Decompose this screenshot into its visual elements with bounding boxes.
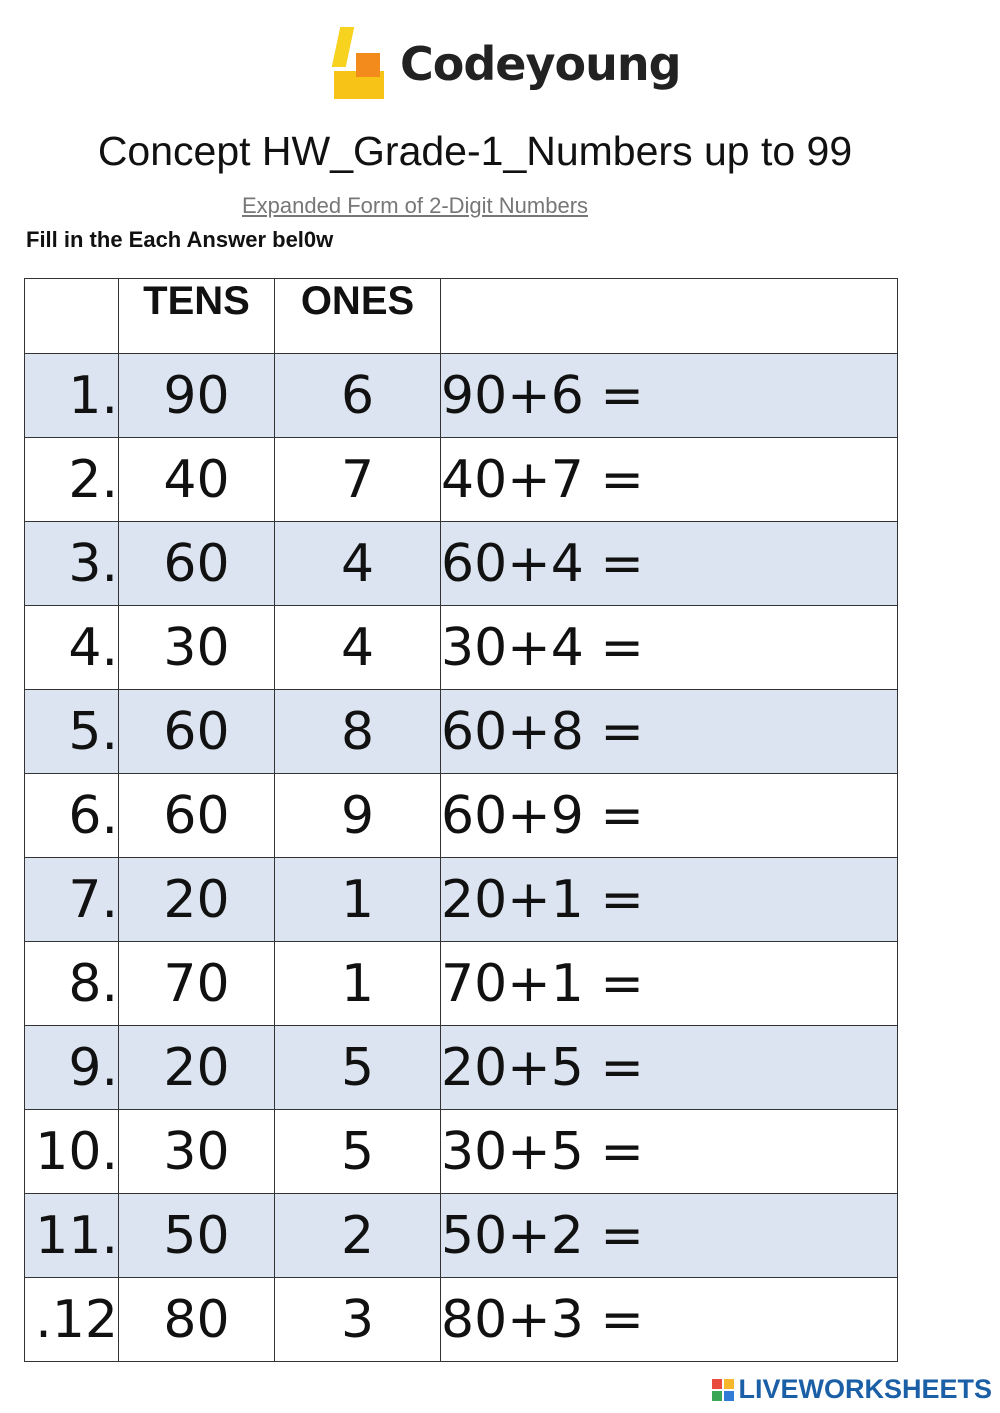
ones-value: 5: [275, 1026, 441, 1110]
table-row: [25, 942, 898, 1026]
ones-value: 8: [275, 690, 441, 774]
tens-value: 30: [119, 1110, 275, 1194]
ones-value: 2: [275, 1194, 441, 1278]
row-number: .12: [25, 1278, 119, 1362]
tens-value: 50: [119, 1194, 275, 1278]
header-number: [25, 279, 119, 354]
expanded-form-answer[interactable]: 50+2 =: [441, 1194, 898, 1278]
expanded-form-answer[interactable]: 20+5 =: [441, 1026, 898, 1110]
ones-value: 1: [275, 942, 441, 1026]
row-number: 11.: [25, 1194, 119, 1278]
tens-value: 70: [119, 942, 275, 1026]
ones-value: 9: [275, 774, 441, 858]
table-row: [25, 1194, 898, 1278]
page-subtitle: Expanded Form of 2-Digit Numbers: [242, 193, 589, 218]
tens-value: 80: [119, 1278, 275, 1362]
ones-value: 5: [275, 1110, 441, 1194]
header-ones: ONES: [275, 279, 441, 354]
tens-value: 60: [119, 774, 275, 858]
table-row: [25, 1110, 898, 1194]
footer-brand: LIVEWORKSHEETS: [738, 1374, 992, 1404]
ones-value: 6: [275, 354, 441, 438]
tens-value: 20: [119, 858, 275, 942]
table-row: [25, 522, 898, 606]
table-row: [25, 606, 898, 690]
tens-value: 60: [119, 522, 275, 606]
expanded-form-answer[interactable]: 30+5 =: [441, 1110, 898, 1194]
row-number: 6.: [25, 774, 119, 858]
header-tens: TENS: [119, 279, 275, 354]
row-number: 3.: [25, 522, 119, 606]
tens-value: 20: [119, 1026, 275, 1110]
row-number: 5.: [25, 690, 119, 774]
row-number: 1.: [25, 354, 119, 438]
expanded-form-answer[interactable]: 60+4 =: [441, 522, 898, 606]
ones-value: 1: [275, 858, 441, 942]
ones-value: 3: [275, 1278, 441, 1362]
row-number: 8.: [25, 942, 119, 1026]
row-number: 9.: [25, 1026, 119, 1110]
liveworksheets-footer: [712, 1374, 992, 1405]
brand-name: Codeyoung: [400, 37, 681, 91]
table-row: [25, 438, 898, 522]
worksheet-table: [24, 278, 898, 1362]
table-header-row: [25, 279, 898, 354]
expanded-form-answer[interactable]: 60+8 =: [441, 690, 898, 774]
header-answer: [441, 279, 898, 354]
table-row: [25, 690, 898, 774]
table-row: [25, 354, 898, 438]
page-title: Concept HW_Grade-1_Numbers up to 99: [97, 128, 853, 174]
table-row: [25, 1026, 898, 1110]
row-number: 4.: [25, 606, 119, 690]
codeyoung-logo-icon: [330, 27, 388, 101]
expanded-form-answer[interactable]: 80+3 =: [441, 1278, 898, 1362]
expanded-form-answer[interactable]: 70+1 =: [441, 942, 898, 1026]
row-number: 10.: [25, 1110, 119, 1194]
ones-value: 4: [275, 606, 441, 690]
ones-value: 7: [275, 438, 441, 522]
table-row: [25, 1278, 898, 1362]
instruction-text: Fill in the Each Answer bel0w: [26, 227, 334, 252]
codeyoung-logo: [330, 24, 681, 104]
table-row: [25, 858, 898, 942]
ones-value: 4: [275, 522, 441, 606]
row-number: 2.: [25, 438, 119, 522]
table-row: [25, 774, 898, 858]
liveworksheets-logo-icon: [712, 1379, 734, 1401]
tens-value: 60: [119, 690, 275, 774]
expanded-form-answer[interactable]: 90+6 =: [441, 354, 898, 438]
expanded-form-answer[interactable]: 40+7 =: [441, 438, 898, 522]
expanded-form-answer[interactable]: 20+1 =: [441, 858, 898, 942]
tens-value: 30: [119, 606, 275, 690]
tens-value: 90: [119, 354, 275, 438]
expanded-form-answer[interactable]: 60+9 =: [441, 774, 898, 858]
row-number: 7.: [25, 858, 119, 942]
expanded-form-answer[interactable]: 30+4 =: [441, 606, 898, 690]
tens-value: 40: [119, 438, 275, 522]
